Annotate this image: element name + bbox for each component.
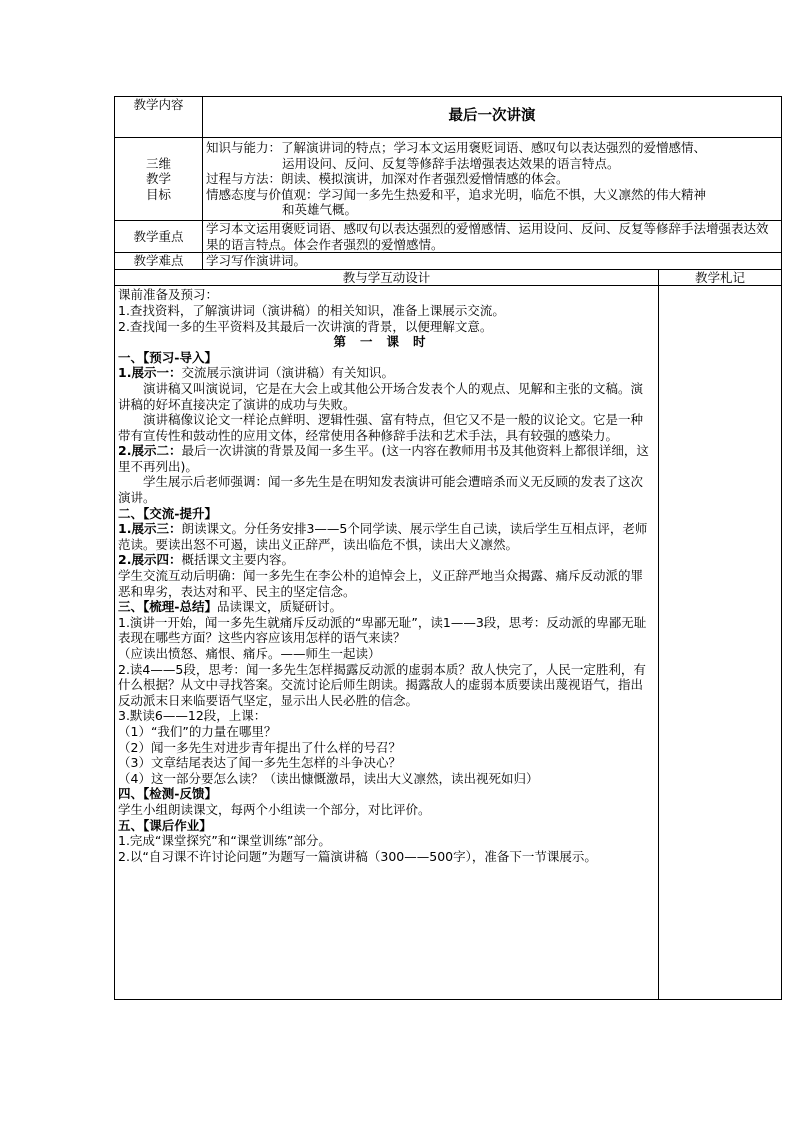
homework-item: 1.完成“课堂探究”和“课堂训练”部分。 [118, 833, 331, 849]
show-item-text: 朗读课文。分任务安排3——5个同学读、展示学生自己读，读后学生互相点评，老师范读。要读出怒不可遏，读出义正辞严，读出临危不惧，读出大义凛然。 [118, 521, 648, 552]
design-header: 教与学互动设计 [115, 269, 659, 286]
section-heading: 一、【预习-导入】 [118, 349, 217, 365]
notes-body [659, 286, 782, 1000]
show-item-head: 1.展示一： [118, 365, 182, 381]
objectives-label [115, 138, 203, 221]
difficulty-label: 教学难点 [115, 253, 203, 270]
objective-line: 运用设问、反问、反复等修辞手法增强表达效果的语言特点。 [282, 155, 620, 171]
prep-item: 1.查找资料，了解演讲词（演讲稿）的相关知识，准备上课展示交流。 [118, 302, 505, 318]
key-points-label: 教学重点 [115, 220, 203, 252]
show-item-head: 2.展示四： [118, 552, 182, 568]
show-item-text: 概括课文主要内容。 [181, 552, 294, 568]
paragraph: 学生小组朗读课文，每两个小组读一个部分，对比评价。 [118, 801, 431, 817]
objectives-label-line: 三维 [145, 155, 171, 171]
paragraph: 学生交流互动后明确：闻一多先生在李公朴的追悼会上，义正辞严地当众揭露、痛斥反动派的罪恶和卑劣，表达对和平、民主的坚定信念。 [118, 568, 644, 599]
section-heading-tail: 品读课文，质疑研讨。 [216, 599, 342, 615]
lesson-title: 最后一次讲演 [203, 97, 782, 138]
key-points-text: 学习本文运用褒贬词语、感叹句以表达强烈的爱憎感情、运用设问、反问、反复等修辞手法增强表达效果的语言特点。体会作者强烈的爱憎感情。 [203, 220, 782, 252]
objectives-content [203, 138, 782, 221]
paragraph: 演讲稿又叫演说词，它是在大会上或其他公开场合发表个人的观点、见解和主张的文稿。演讲稿的好坏直接决定了演讲的成功与失败。 [118, 380, 644, 412]
question-note: （应读出愤怒、痛恨、痛斥。——师生一起读） [118, 646, 381, 661]
show-item [118, 443, 655, 474]
homework-item: 2.以“自习课不许讨论问题”为题写一篇演讲稿（300——500字），准备下一节课展示。 [118, 848, 597, 864]
difficulty-row [115, 253, 782, 270]
objective-line: 和英雄气概。 [282, 202, 358, 218]
design-body [115, 286, 659, 1000]
show-item-text: 交流展示演讲词（演讲稿）有关知识。 [181, 365, 394, 381]
question: 2.读4——5段，思考：闻一多先生怎样揭露反动派的虚弱本质？敌人快完了，人民一定胜利，有什么根据？从文中寻找答案。交流讨论后师生朗读。揭露敌人的虚弱本质要读出蔑视语气，指出反动派末日来临要语气坚定，显示出人民必胜的信念。 [118, 661, 646, 708]
show-item [118, 365, 655, 381]
section-heading: 四、【检测-反馈】 [118, 786, 217, 802]
paragraph: 学生展示后老师强调：闻一多先生是在明知发表演讲可能会遭暗杀而义无反顾的发表了这次演讲。 [118, 474, 644, 506]
design-header-row [115, 269, 782, 286]
show-item [118, 521, 655, 552]
show-item-head: 1.展示三： [118, 521, 182, 537]
key-points-row [115, 220, 782, 252]
sub-question: （2）闻一多先生对进步青年提出了什么样的号召？ [118, 739, 401, 755]
question: 3.默读6——12段，上课： [118, 708, 267, 724]
objectives-label-line: 教学 [145, 171, 171, 187]
sub-question: （3）文章结尾表达了闻一多先生怎样的斗争决心？ [118, 755, 401, 771]
design-body-row [115, 286, 782, 1000]
notes-header: 教学札记 [659, 269, 782, 286]
prep-item: 2.查找闻一多的生平资料及其最后一次讲演的背景，以便理解文意。 [118, 318, 493, 334]
lesson-heading: 第一课时 [333, 334, 440, 350]
objective-line: 知识与能力：了解演讲词的特点；学习本文运用褒贬词语、感叹句以表达强烈的爱憎感情、 [206, 140, 707, 155]
question: 1.演讲一开始，闻一多先生就痛斥反动派的“卑鄙无耻”，读1——3段，思考：反动派的卑鄙无耻表现在哪些方面？这些内容应该用怎样的语气来读？ [118, 614, 647, 646]
objective-line: 情感态度与价值观：学习闻一多先生热爱和平，追求光明，临危不惧，大义凛然的伟大精神 [206, 186, 707, 202]
content-label: 教学内容 [115, 97, 203, 138]
lesson-plan-table [114, 96, 782, 1000]
objective-line: 过程与方法：朗读、模拟演讲，加深对作者强烈爱憎情感的体会。 [206, 171, 569, 187]
title-row [115, 97, 782, 138]
sub-question: （4）这一部分要怎么读？（读出慷慨激昂，读出大义凛然，读出视死如归） [118, 770, 539, 786]
show-item-text: 最后一次讲演的背景及闻一多生平。(这一内容在教师用书及其他资料上都很详细，这里不再列出)。 [118, 443, 649, 474]
section-heading: 三、【梳理-总结】 [118, 599, 217, 615]
section-heading: 五、【课后作业】 [118, 817, 212, 833]
section-heading: 二、【交流-提升】 [118, 505, 217, 521]
objectives-label-line: 目标 [145, 186, 171, 202]
objectives-row [115, 138, 782, 221]
difficulty-text: 学习写作演讲词。 [203, 253, 782, 270]
show-item-head: 2.展示二： [118, 443, 182, 459]
paragraph: 演讲稿像议论文一样论点鲜明、逻辑性强、富有特点，但它又不是一般的议论文。它是一种带有宣传性和鼓动性的应用文体，经常使用各种修辞手法和艺术手法，具有较强的感染力。 [118, 412, 644, 443]
sub-question: （1）“我们”的力量在哪里？ [118, 723, 277, 739]
show-item [118, 552, 655, 568]
section-line [118, 599, 655, 615]
prep-title: 课前准备及预习： [118, 287, 219, 303]
